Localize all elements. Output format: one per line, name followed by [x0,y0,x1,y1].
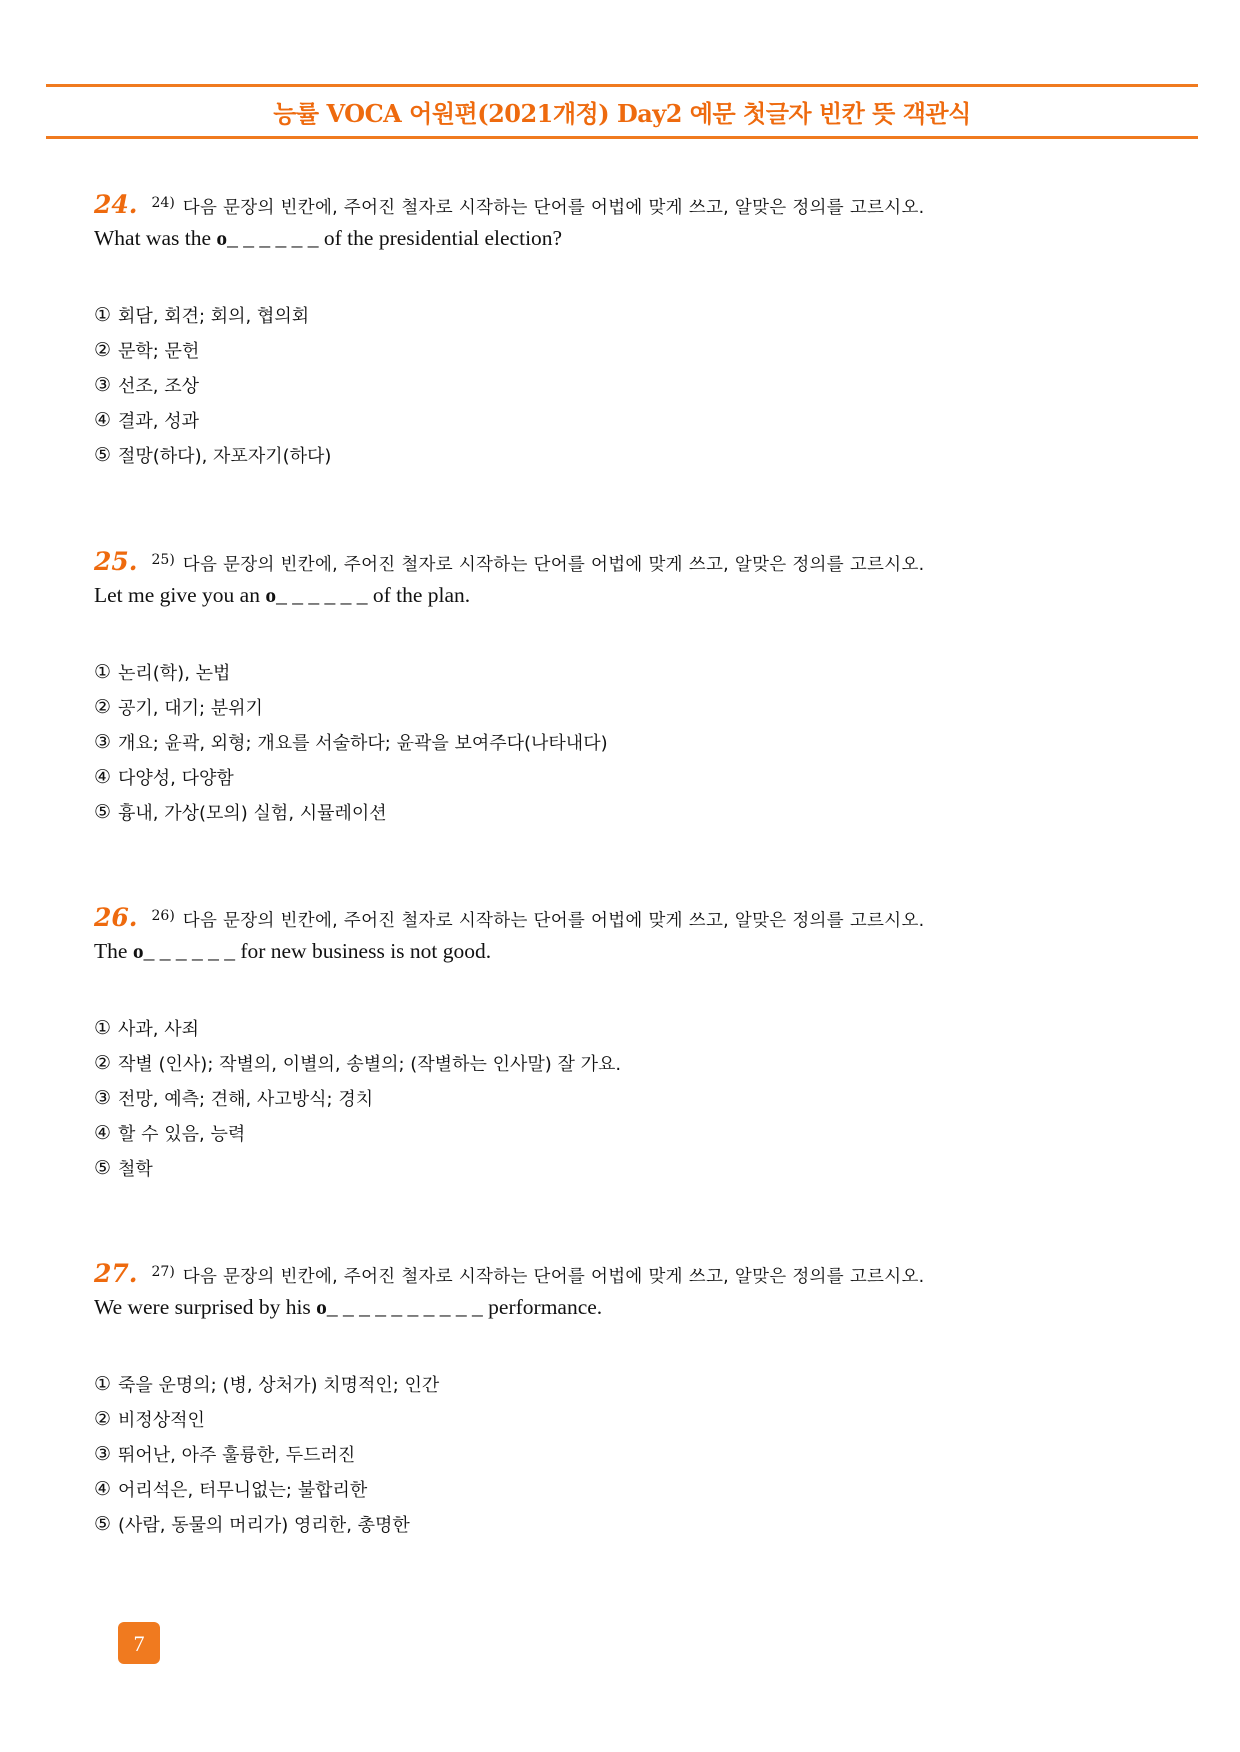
choice-5[interactable] [94,1506,1154,1541]
question-sentence [94,939,1154,979]
choice-4[interactable] [94,402,1154,437]
choice-number: ③ [94,1442,112,1465]
question-sentence [94,583,1154,623]
first-letter-hint: o [265,583,277,607]
choice-number: ④ [94,1477,112,1500]
header-top-rule [46,84,1198,87]
choice-3[interactable] [94,367,1154,402]
choice-1[interactable] [94,297,1154,332]
choice-list [94,1010,1154,1185]
choice-number: ⑤ [94,1512,112,1535]
choice-number: ② [94,695,112,718]
sentence-end: of the presidential election? [318,226,563,250]
choice-3[interactable] [94,724,1154,759]
choice-2[interactable] [94,689,1154,724]
choice-2[interactable] [94,1045,1154,1080]
choice-number: ④ [94,1121,112,1144]
choice-5[interactable] [94,437,1154,472]
choice-number: ② [94,1051,112,1074]
choice-text: 공기, 대기; 분위기 [118,697,263,719]
choice-5[interactable] [94,794,1154,829]
question-sentence [94,226,1154,266]
choice-text: 죽을 운명의; (병, 상처가) 치명적인; 인간 [118,1374,440,1396]
page-header-title: 능률 VOCA 어원편(2021개정) Day2 예문 첫글자 빈칸 뜻 객관식 [273,99,971,128]
choice-list [94,297,1154,472]
sentence-end: for new business is not good. [234,939,492,963]
choice-number: ③ [94,1086,112,1109]
question-footnote: 24) [151,195,175,211]
question-number: 27. [94,1259,138,1288]
choice-number: ② [94,1407,112,1430]
question-instruction: 다음 문장의 빈칸에, 주어진 철자로 시작하는 단어를 어법에 맞게 쓰고, 알맞은 정의를 고르시오. [182,555,925,575]
question-instruction: 다음 문장의 빈칸에, 주어진 철자로 시작하는 단어를 어법에 맞게 쓰고, 알맞은 정의를 고르시오. [182,911,925,931]
choice-text: 할 수 있음, 능력 [118,1123,246,1145]
sentence-start: The [94,939,133,963]
choice-4[interactable] [94,1115,1154,1150]
question-instruction: 다음 문장의 빈칸에, 주어진 철자로 시작하는 단어를 어법에 맞게 쓰고, 알맞은 정의를 고르시오. [182,1267,925,1287]
sentence-end: performance. [482,1295,603,1319]
sentence-start: Let me give you an [94,583,266,607]
choice-text: 결과, 성과 [118,410,199,432]
question-25 [94,547,1154,829]
header-bottom-rule [46,136,1198,139]
first-letter-hint: o [316,1295,327,1319]
choice-text: 어리석은, 터무니없는; 불합리한 [118,1479,368,1501]
sentence-end: of the plan. [367,583,471,607]
choice-text: 전망, 예측; 견해, 사고방식; 경치 [118,1088,374,1110]
choice-text: 회담, 회견; 회의, 협의회 [118,305,310,327]
choice-number: ③ [94,730,112,753]
choice-number: ④ [94,408,112,431]
choice-number: ③ [94,373,112,396]
choice-number: ① [94,303,112,326]
choice-number: ② [94,338,112,361]
question-number: 26. [94,903,138,932]
question-number: 24. [94,190,138,219]
sentence-start: What was the [94,226,217,250]
choice-number: ① [94,1372,112,1395]
answer-blank: _ _ _ _ _ _ _ _ _ _ [326,1295,483,1319]
choice-number: ⑤ [94,1156,112,1179]
question-27 [94,1259,1154,1541]
choice-text: 뛰어난, 아주 훌륭한, 두드러진 [118,1444,356,1466]
choice-text: 비정상적인 [118,1409,205,1431]
choice-list [94,1366,1154,1541]
answer-blank: _ _ _ _ _ _ [276,583,368,607]
question-instruction: 다음 문장의 빈칸에, 주어진 철자로 시작하는 단어를 어법에 맞게 쓰고, 알맞은 정의를 고르시오. [182,198,925,218]
choice-number: ④ [94,765,112,788]
choice-text: 개요; 윤곽, 외형; 개요를 서술하다; 윤곽을 보여주다(나타내다) [118,732,608,754]
choice-text: 다양성, 다양함 [118,767,234,789]
question-footnote: 27) [151,1264,175,1280]
question-footnote: 26) [151,908,175,924]
choice-4[interactable] [94,1471,1154,1506]
question-24 [94,190,1154,472]
choice-text: 선조, 조상 [118,375,199,397]
choice-5[interactable] [94,1150,1154,1185]
choice-text: 문학; 문헌 [118,340,200,362]
choice-1[interactable] [94,654,1154,689]
answer-blank: _ _ _ _ _ _ [143,939,235,963]
choice-3[interactable] [94,1080,1154,1115]
choice-2[interactable] [94,1401,1154,1436]
page-number-badge: 7 [118,1622,160,1664]
question-26 [94,903,1154,1185]
choice-number: ① [94,660,112,683]
choice-list [94,654,1154,829]
choice-number: ⑤ [94,800,112,823]
choice-1[interactable] [94,1366,1154,1401]
choice-text: 철학 [118,1158,153,1180]
choice-text: 사과, 사죄 [118,1018,199,1040]
first-letter-hint: o [216,226,228,250]
first-letter-hint: o [132,939,144,963]
choice-number: ① [94,1016,112,1039]
question-footnote: 25) [151,552,175,568]
choice-number: ⑤ [94,443,112,466]
choice-text: 논리(학), 논법 [118,662,231,684]
choice-text: 작별 (인사); 작별의, 이별의, 송별의; (작별하는 인사말) 잘 가요. [118,1053,622,1075]
sentence-start: We were surprised by his [94,1295,317,1319]
choice-text: 흉내, 가상(모의) 실험, 시뮬레이션 [118,802,387,824]
question-number: 25. [94,547,138,576]
answer-blank: _ _ _ _ _ _ [227,226,319,250]
choice-text: (사람, 동물의 머리가) 영리한, 총명한 [118,1514,410,1536]
question-sentence [94,1295,1154,1335]
choice-2[interactable] [94,332,1154,367]
choice-text: 절망(하다), 자포자기(하다) [118,445,332,467]
choice-3[interactable] [94,1436,1154,1471]
choice-1[interactable] [94,1010,1154,1045]
choice-4[interactable] [94,759,1154,794]
